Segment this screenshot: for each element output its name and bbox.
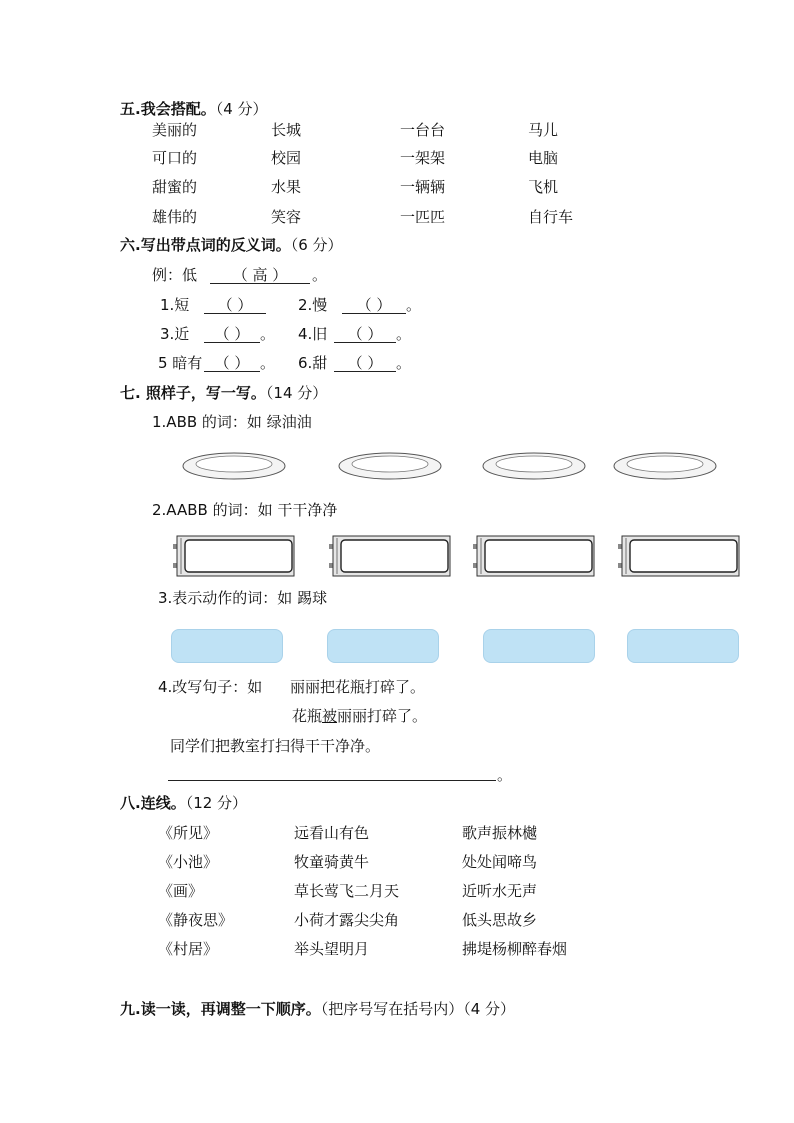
match-word: 电脑 xyxy=(528,149,559,167)
antonym-label: 2.慢 xyxy=(298,296,328,314)
section8-points: （12 分） xyxy=(185,794,248,812)
section7-heading xyxy=(120,384,327,402)
antonym-end: 。 xyxy=(260,354,276,372)
section9-title: 九.读一读，再调整一下顺序。 xyxy=(120,1000,321,1018)
antonym-label: 1.短 xyxy=(160,296,190,314)
plate-answer-box[interactable] xyxy=(482,452,586,482)
example-end: 。 xyxy=(312,266,328,284)
poem-line[interactable]: 歌声振林樾 xyxy=(462,824,538,842)
rewrite-answer-line[interactable] xyxy=(168,780,496,781)
frame-answer-box[interactable] xyxy=(329,535,451,577)
plate-answer-box[interactable] xyxy=(613,452,717,482)
passive-part: 花瓶 xyxy=(292,707,323,725)
rewrite-example-original: 丽丽把花瓶打碎了。 xyxy=(290,678,426,696)
antonym-blank[interactable]: （ ） xyxy=(356,296,392,314)
section8-heading xyxy=(120,794,247,812)
antonym-underline xyxy=(204,371,260,372)
match-word: 笑容 xyxy=(271,208,302,226)
poem-line[interactable]: 远看山有色 xyxy=(294,824,370,842)
antonym-label: 6.甜 xyxy=(298,354,328,372)
match-word: 飞机 xyxy=(528,178,559,196)
antonym-blank[interactable]: （ ） xyxy=(214,354,250,372)
antonym-underline xyxy=(334,342,396,343)
section6-title: 六.写出带点词的反义词。 xyxy=(120,236,291,254)
antonym-end: 。 xyxy=(260,325,276,343)
match-word: 甜蜜的 xyxy=(152,178,198,196)
section9-heading xyxy=(120,1000,515,1018)
section6-heading xyxy=(120,236,343,254)
rewrite-example-passive xyxy=(292,707,427,725)
match-word: 水果 xyxy=(271,178,302,196)
match-word: 自行车 xyxy=(528,208,574,226)
poem-title[interactable]: 《村居》 xyxy=(158,940,219,958)
poem-title[interactable]: 《画》 xyxy=(158,882,204,900)
antonym-end: 。 xyxy=(396,354,412,372)
section7-title: 七. 照样子，写一写。 xyxy=(120,384,266,402)
action-prompt: 3.表示动作的词：如 踢球 xyxy=(158,589,328,607)
match-word: 校园 xyxy=(271,149,302,167)
match-word: 美丽的 xyxy=(152,121,198,139)
frame-answer-box[interactable] xyxy=(473,535,595,577)
plate-answer-box[interactable] xyxy=(182,452,286,482)
antonym-blank[interactable]: （ ） xyxy=(347,325,383,343)
match-word: 一架架 xyxy=(400,149,446,167)
antonym-blank[interactable]: （ ） xyxy=(214,325,250,343)
antonym-end: 。 xyxy=(396,325,412,343)
poem-line[interactable]: 举头望明月 xyxy=(294,940,370,958)
poem-line[interactable]: 牧童骑黄牛 xyxy=(294,853,370,871)
antonym-underline xyxy=(342,313,406,314)
antonym-end: 。 xyxy=(406,296,422,314)
match-word: 一辆辆 xyxy=(400,178,446,196)
poem-title[interactable]: 《所见》 xyxy=(158,824,219,842)
section7-points: （14 分） xyxy=(265,384,328,402)
section8-title: 八.连线。 xyxy=(120,794,186,812)
antonym-label: 3.近 xyxy=(160,325,190,343)
pill-answer-box[interactable] xyxy=(171,629,283,663)
poem-line[interactable]: 拂堤杨柳醉春烟 xyxy=(462,940,568,958)
plate-answer-box[interactable] xyxy=(338,452,442,482)
section5-title: 五.我会搭配。 xyxy=(120,100,216,118)
poem-title[interactable]: 《静夜思》 xyxy=(158,911,234,929)
poem-line[interactable]: 近听水无声 xyxy=(462,882,538,900)
rewrite-prompt: 4.改写句子：如 xyxy=(158,678,263,696)
example-answer: （ 高 ） xyxy=(232,266,288,284)
section5-heading xyxy=(120,100,268,118)
section6-points: （6 分） xyxy=(290,236,343,254)
antonym-label: 4.旧 xyxy=(298,325,328,343)
section9-note: （把序号写在括号内）（4 分） xyxy=(320,1000,516,1018)
poem-line[interactable]: 小荷才露尖尖角 xyxy=(294,911,400,929)
antonym-underline xyxy=(204,342,260,343)
section5-points: （4 分） xyxy=(215,100,268,118)
match-word: 一匹匹 xyxy=(400,208,446,226)
poem-line[interactable]: 处处闻啼鸟 xyxy=(462,853,538,871)
rewrite-answer-end: 。 xyxy=(497,766,513,784)
match-word: 长城 xyxy=(271,121,302,139)
example-underline xyxy=(210,283,310,284)
passive-marker: 被 xyxy=(322,707,338,725)
poem-title[interactable]: 《小池》 xyxy=(158,853,219,871)
example-label: 例：低 xyxy=(152,266,198,284)
abb-prompt: 1.ABB 的词：如 绿油油 xyxy=(152,413,312,431)
match-word: 可口的 xyxy=(152,149,198,167)
antonym-blank[interactable]: （ ） xyxy=(347,354,383,372)
aabb-prompt: 2.AABB 的词：如 干干净净 xyxy=(152,501,338,519)
match-word: 马儿 xyxy=(528,121,559,139)
poem-line[interactable]: 草长莺飞二月天 xyxy=(294,882,400,900)
frame-answer-box[interactable] xyxy=(173,535,295,577)
poem-line[interactable]: 低头思故乡 xyxy=(462,911,538,929)
antonym-underline xyxy=(204,313,266,314)
match-word: 雄伟的 xyxy=(152,208,198,226)
antonym-blank[interactable]: （ ） xyxy=(217,296,253,314)
pill-answer-box[interactable] xyxy=(483,629,595,663)
match-word: 一台台 xyxy=(400,121,446,139)
pill-answer-box[interactable] xyxy=(627,629,739,663)
passive-part: 丽丽打碎了。 xyxy=(337,707,428,725)
rewrite-task-sentence: 同学们把教室打扫得干干净净。 xyxy=(170,737,381,755)
frame-answer-box[interactable] xyxy=(618,535,740,577)
antonym-label: 5 暗有 xyxy=(158,354,203,372)
antonym-underline xyxy=(334,371,396,372)
pill-answer-box[interactable] xyxy=(327,629,439,663)
